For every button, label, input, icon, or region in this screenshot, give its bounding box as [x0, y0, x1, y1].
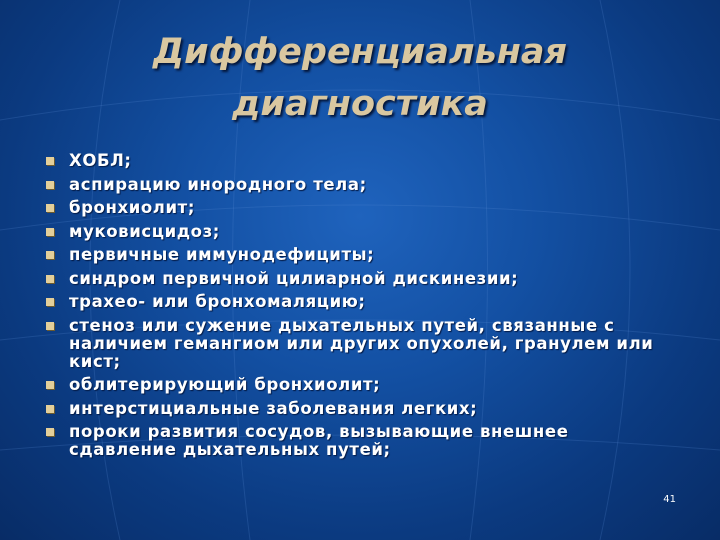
- list-item: [46, 199, 676, 217]
- list-item-text: первичные иммунодефициты;: [69, 245, 375, 264]
- list-item-text: муковисцидоз;: [69, 221, 220, 241]
- square-bullet-icon: [46, 181, 54, 189]
- square-bullet-icon: [46, 251, 54, 259]
- list-item-text: ХОБЛ;: [69, 151, 132, 170]
- list-item-text: пороки развития сосудов, вызывающие внешнее сдавление дыхательных путей;: [69, 422, 569, 459]
- list-item-text: интерстициальные заболевания легких;: [69, 398, 478, 418]
- square-bullet-icon: [46, 322, 54, 330]
- square-bullet-icon: [46, 381, 54, 389]
- list-item: [46, 270, 676, 288]
- list-item: [46, 246, 676, 264]
- list-item: [46, 376, 676, 394]
- square-bullet-icon: [46, 275, 54, 283]
- bullet-list: [46, 152, 676, 465]
- list-item: [46, 152, 676, 170]
- square-bullet-icon: [46, 298, 54, 306]
- list-item-text: бронхиолит;: [69, 198, 196, 217]
- list-item: [46, 400, 676, 418]
- list-item-text: синдром первичной цилиарной дискинезии;: [69, 268, 519, 288]
- list-item-text: стеноз или сужение дыхательных путей, связанные с наличием гемангиом или других опухолей, гранулем или кист;: [69, 315, 654, 371]
- page-number: 41: [663, 494, 676, 505]
- list-item: [46, 223, 676, 241]
- square-bullet-icon: [46, 228, 54, 236]
- list-item-text: трахео- или бронхомаляцию;: [69, 292, 366, 311]
- square-bullet-icon: [46, 157, 54, 165]
- list-item: [46, 176, 676, 194]
- slide-title: [40, 26, 680, 130]
- square-bullet-icon: [46, 405, 54, 413]
- square-bullet-icon: [46, 204, 54, 212]
- list-item: [46, 317, 676, 371]
- list-item: [46, 423, 676, 459]
- list-item: [46, 293, 676, 311]
- list-item-text: аспирацию инородного тела;: [69, 174, 367, 194]
- title-line-1: Дифференциальная: [153, 32, 567, 72]
- list-item-text: облитерирующий бронхиолит;: [69, 375, 381, 394]
- title-line-2: диагностика: [232, 84, 488, 124]
- square-bullet-icon: [46, 428, 54, 436]
